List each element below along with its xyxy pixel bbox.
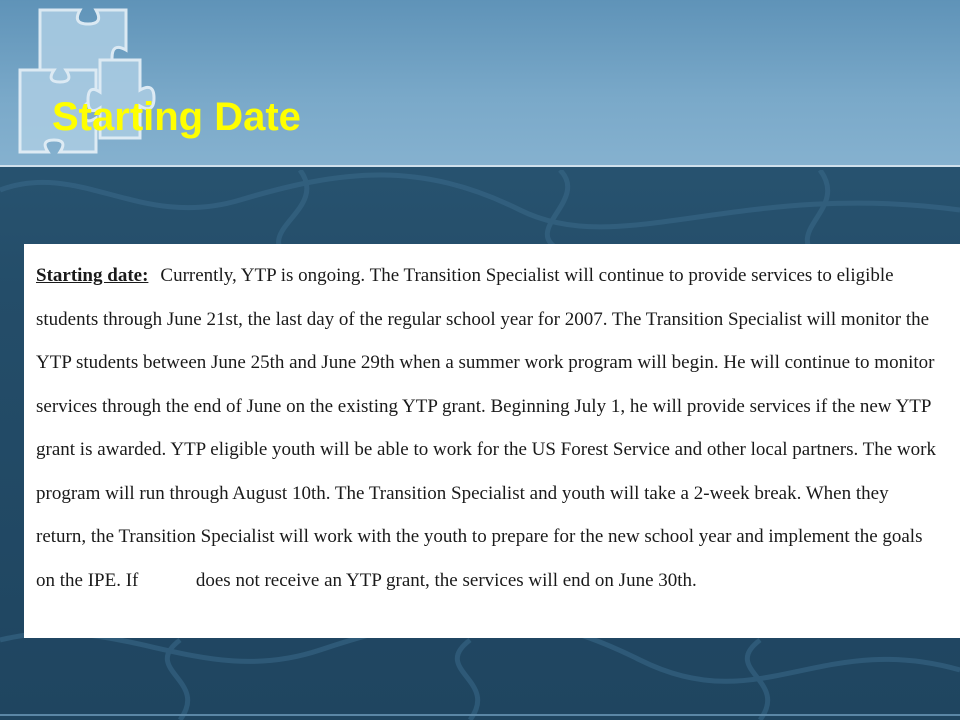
slide-title: Starting Date — [52, 95, 301, 139]
document-body-part1: Currently, YTP is ongoing. The Transition Specialist will continue to provide services to eligible students through June 21st, the last day of the regular school year for 2007. The Transition Specialist will monitor the YTP students between June 25th and June 29th when a summer work program will begin. He will continue to monitor services through the end of June on the existing YTP grant. Beginning July 1, he will provide services if the new YTP grant is awarded. YTP eligible youth will be able to work for the US Forest Service and other local partners. The work program will run through August 10th. The Transition Specialist and youth will take a 2-week break. When they return, the Transition Specialist will work with the youth to prepare for the new school year and implement the goals on the IPE. If — [36, 265, 936, 591]
header-divider — [0, 165, 960, 167]
document-label: Starting date: — [36, 265, 149, 286]
scanned-document — [24, 244, 960, 638]
document-paragraph — [36, 254, 936, 602]
puzzle-pieces-icon — [0, 0, 170, 175]
footer-divider — [0, 714, 960, 716]
document-body-part2: does not receive an YTP grant, the services will end on June 30th. — [195, 569, 697, 591]
